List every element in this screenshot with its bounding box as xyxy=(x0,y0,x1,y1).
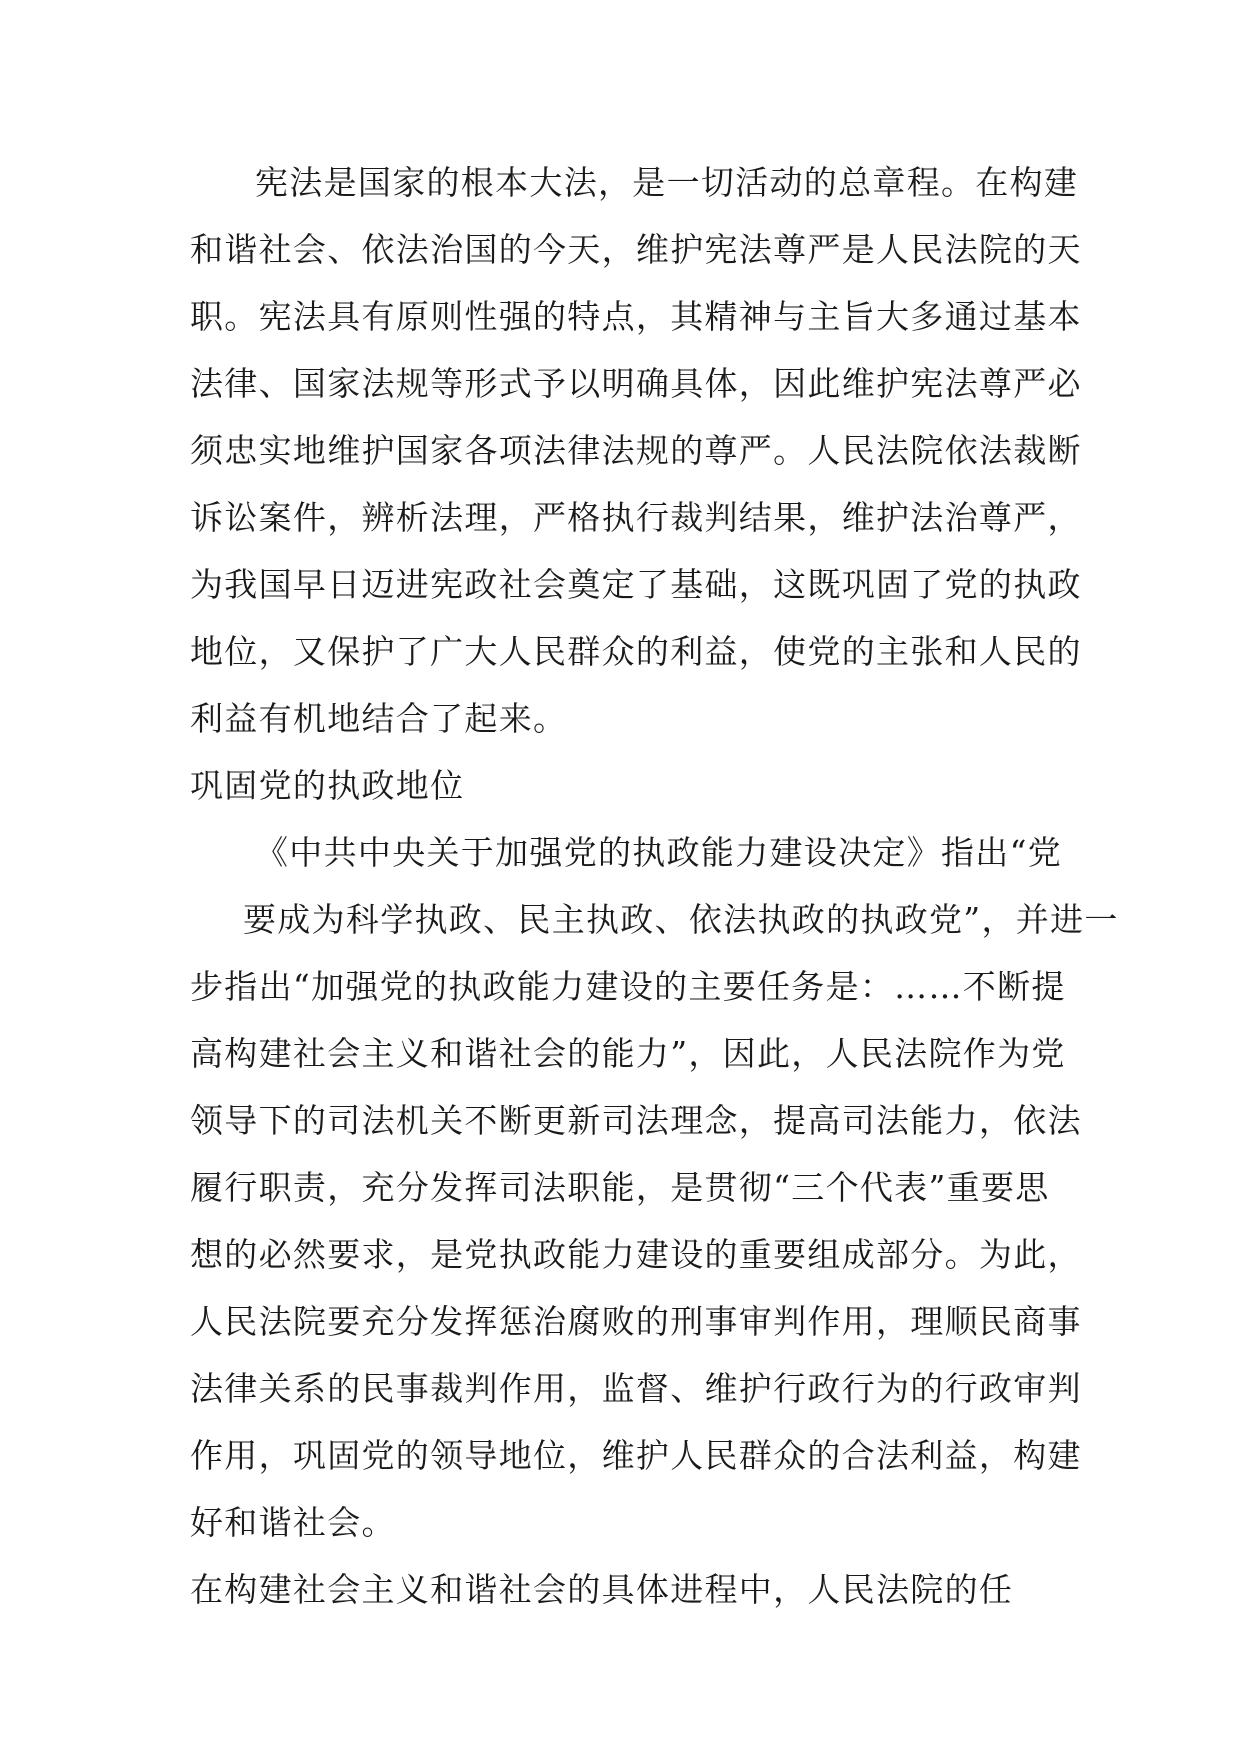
paragraph-1-line-3: 职。宪法具有原则性强的特点，其精神与主旨大多通过基本 xyxy=(190,297,1082,336)
paragraph-2-line-4: 高构建社会主义和谐社会的能力”，因此，人民法院作为党 xyxy=(190,1034,1066,1073)
paragraph-1-line-9: 利益有机地结合了起来。 xyxy=(190,699,568,738)
paragraph-1-line-2: 和谐社会、依法治国的今天，维护宪法尊严是人民法院的天 xyxy=(190,230,1082,269)
section-heading: 巩固党的执政地位 xyxy=(190,766,465,805)
paragraph-2-line-5: 领导下的司法机关不断更新司法理念，提高司法能力，依法 xyxy=(190,1101,1082,1140)
paragraph-1-line-5: 须忠实地维护国家各项法律法规的尊严。人民法院依法裁断 xyxy=(190,431,1082,470)
paragraph-1-line-6: 诉讼案件，辨析法理，严格执行裁判结果，维护法治尊严， xyxy=(190,498,1082,537)
paragraph-3-line-1: 在构建社会主义和谐社会的具体进程中，人民法院的任 xyxy=(190,1570,1014,1609)
paragraph-2-line-8: 人民法院要充分发挥惩治腐败的刑事审判作用，理顺民商事 xyxy=(190,1302,1082,1341)
paragraph-2-line-11: 好和谐社会。 xyxy=(190,1503,396,1542)
paragraph-2-line-7: 想的必然要求，是党执政能力建设的重要组成部分。为此， xyxy=(190,1235,1082,1274)
paragraph-2-line-1: 《中共中央关于加强党的执政能力建设决定》指出“党 xyxy=(255,833,1063,872)
paragraph-1-line-7: 为我国早日迈进宪政社会奠定了基础，这既巩固了党的执政 xyxy=(190,565,1082,604)
paragraph-2-line-9: 法律关系的民事裁判作用，监督、维护行政行为的行政审判 xyxy=(190,1369,1082,1408)
paragraph-1-line-4: 法律、国家法规等形式予以明确具体，因此维护宪法尊严必 xyxy=(190,364,1082,403)
paragraph-2-line-2: 要成为科学执政、民主执政、依法执政的执政党”，并进一 xyxy=(243,900,1119,939)
paragraph-1-line-8: 地位，又保护了广大人民群众的利益，使党的主张和人民的 xyxy=(190,632,1082,671)
paragraph-2-line-3: 步指出“加强党的执政能力建设的主要任务是：……不断提 xyxy=(190,967,1066,1006)
paragraph-2-line-6: 履行职责，充分发挥司法职能，是贯彻“三个代表”重要思 xyxy=(190,1168,1050,1207)
paragraph-1-line-1: 宪法是国家的根本大法，是一切活动的总章程。在构建 xyxy=(255,163,1079,202)
paragraph-2-line-10: 作用，巩固党的领导地位，维护人民群众的合法利益，构建 xyxy=(190,1436,1082,1475)
